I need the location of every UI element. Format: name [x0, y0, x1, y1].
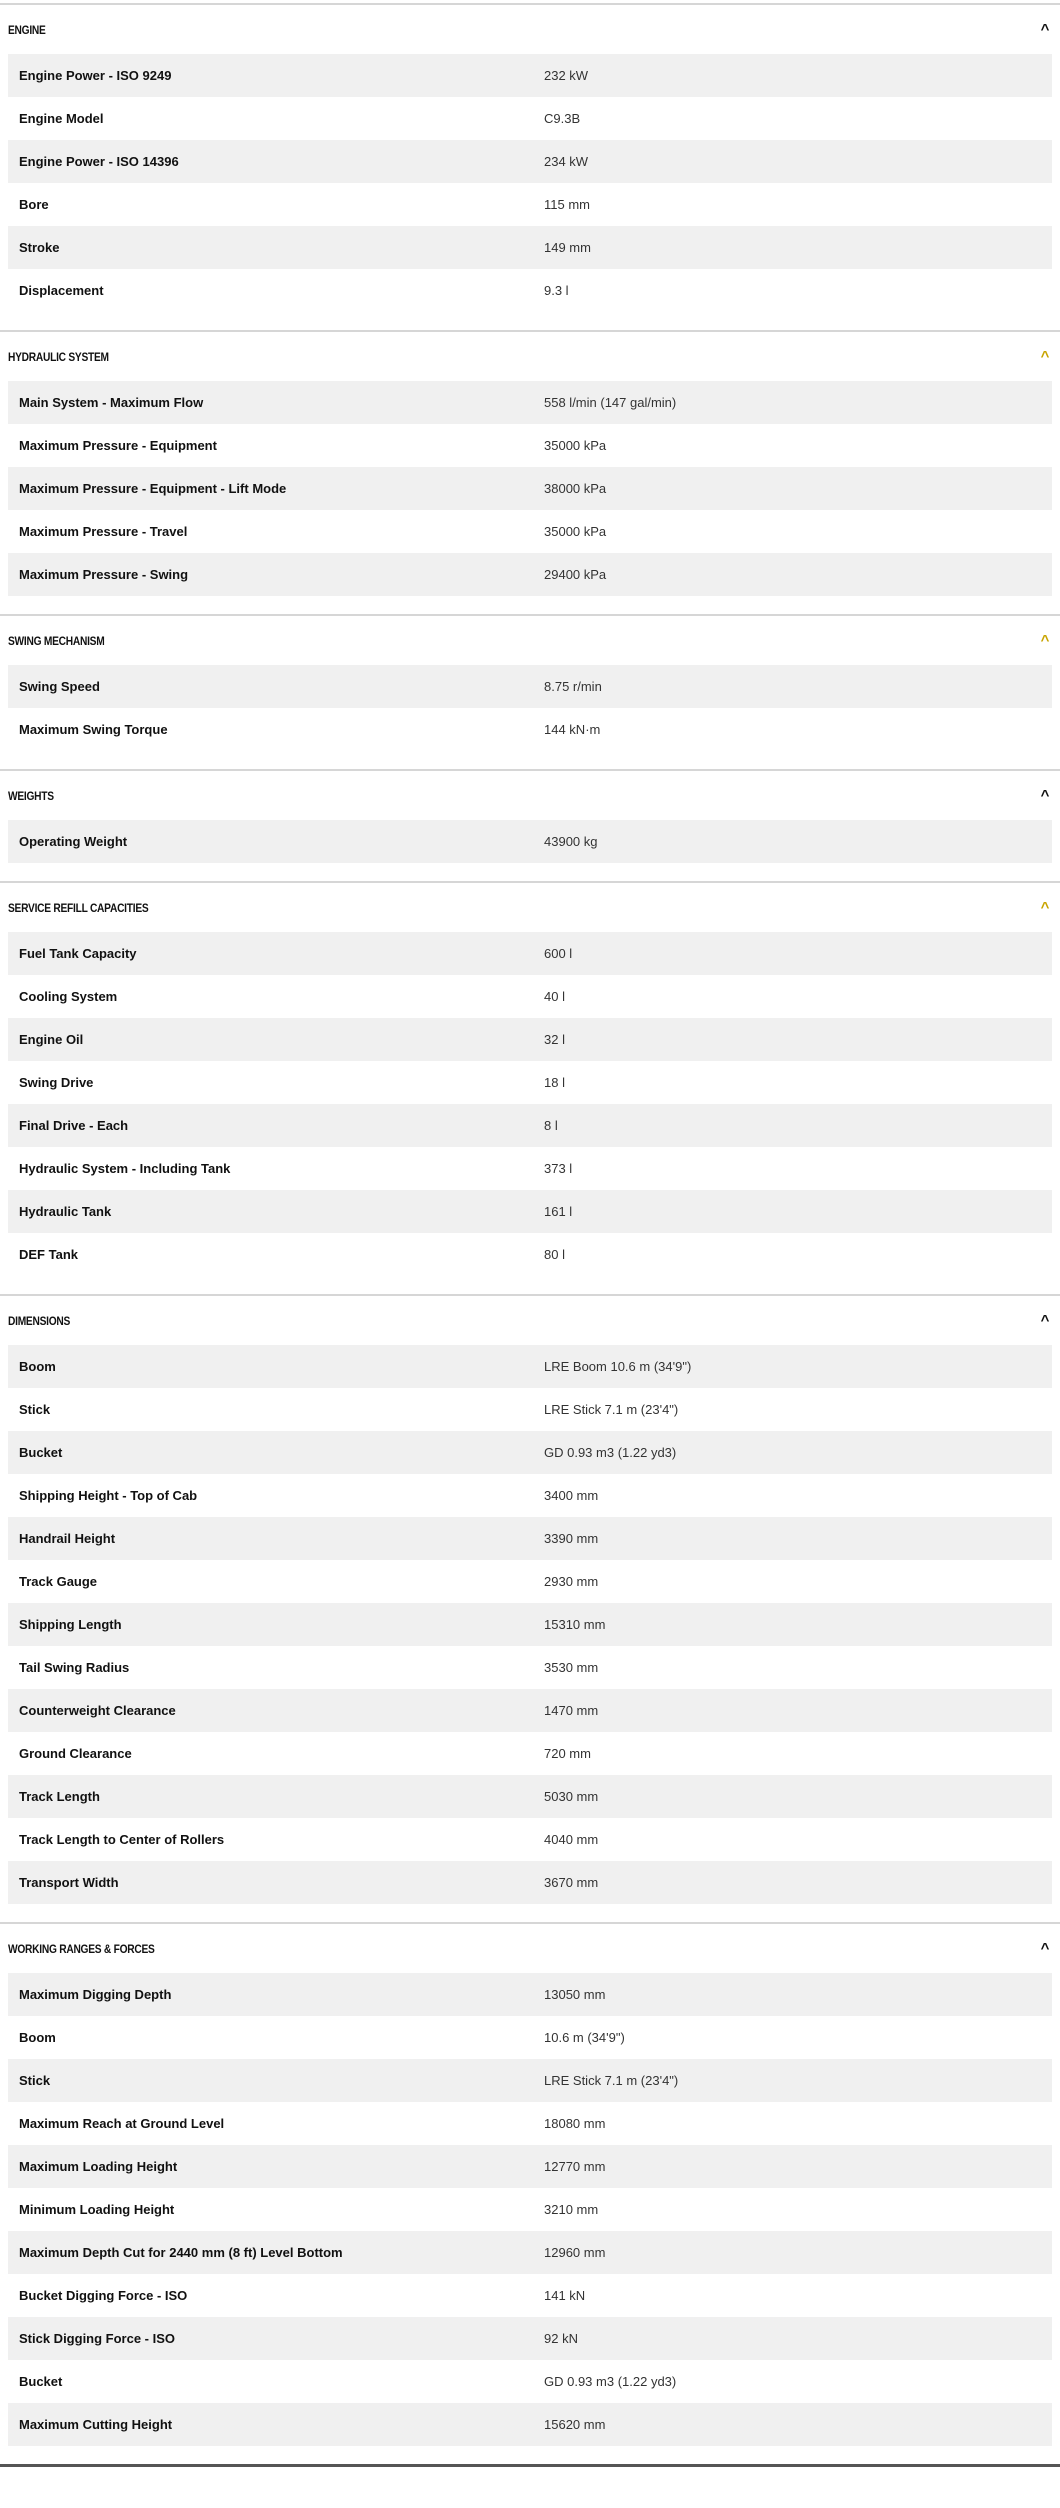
spec-label: Displacement: [19, 283, 104, 298]
spec-label: Operating Weight: [19, 834, 128, 849]
spec-value: 3670 mm: [544, 1875, 599, 1890]
spec-label: Maximum Depth Cut for 2440 mm (8 ft) Level Bottom: [19, 2245, 343, 2260]
spec-label: Stroke: [19, 240, 60, 255]
spec-label: Engine Model: [19, 111, 104, 126]
spec-row: [8, 1560, 1052, 1603]
spec-row: [8, 183, 1052, 226]
spec-row: [8, 1732, 1052, 1775]
spec-row: [8, 2016, 1052, 2059]
spec-label: Final Drive - Each: [19, 1118, 129, 1133]
spec-value: 2930 mm: [544, 1574, 599, 1589]
section-title: SERVICE REFILL CAPACITIES: [8, 900, 149, 915]
section-toggle[interactable]: [8, 1296, 1052, 1345]
spec-label: Bucket: [19, 1445, 63, 1460]
spec-section-swing-mechanism: [0, 614, 1060, 769]
spec-value: 115 mm: [544, 197, 590, 212]
spec-row: [8, 1147, 1052, 1190]
spec-label: Bore: [19, 197, 49, 212]
section-title: ENGINE: [8, 22, 46, 37]
spec-value: 35000 kPa: [544, 438, 607, 453]
spec-row: [8, 2274, 1052, 2317]
spec-label: Track Length: [19, 1789, 100, 1804]
spec-row: [8, 1603, 1052, 1646]
section-toggle[interactable]: [8, 5, 1052, 54]
spec-row: [8, 2231, 1052, 2274]
spec-row: [8, 2059, 1052, 2102]
spec-label: Minimum Loading Height: [19, 2202, 175, 2217]
spec-value: 12960 mm: [544, 2245, 606, 2260]
spec-table: [8, 381, 1052, 614]
spec-label: Engine Power - ISO 14396: [19, 154, 179, 169]
spec-label: Stick: [19, 1402, 51, 1417]
spec-label: Tail Swing Radius: [19, 1660, 130, 1675]
spec-label: Ground Clearance: [19, 1746, 132, 1761]
spec-value: LRE Stick 7.1 m (23'4"): [544, 2073, 679, 2088]
spec-value: 5030 mm: [544, 1789, 599, 1804]
spec-section-weights: [0, 769, 1060, 881]
spec-row: [8, 97, 1052, 140]
spec-label: Maximum Reach at Ground Level: [19, 2116, 225, 2131]
section-title: DIMENSIONS: [8, 1313, 71, 1328]
spec-row: [8, 467, 1052, 510]
spec-section-working-ranges-forces: [0, 1922, 1060, 2467]
spec-value: 161 l: [544, 1204, 573, 1219]
section-title: SWING MECHANISM: [8, 633, 105, 648]
spec-value: 9.3 l: [544, 283, 569, 298]
spec-value: GD 0.93 m3 (1.22 yd3): [544, 1445, 677, 1460]
spec-row: [8, 1104, 1052, 1147]
spec-label: Maximum Cutting Height: [19, 2417, 173, 2432]
spec-row: [8, 510, 1052, 553]
spec-label: Track Length to Center of Rollers: [19, 1832, 225, 1847]
spec-value: 10.6 m (34'9"): [544, 2030, 625, 2045]
section-toggle[interactable]: [8, 883, 1052, 932]
spec-label: Maximum Pressure - Equipment - Lift Mode: [19, 481, 287, 496]
spec-row: [8, 1775, 1052, 1818]
spec-row: [8, 553, 1052, 596]
spec-label: Main System - Maximum Flow: [19, 395, 204, 410]
spec-row: [8, 1233, 1052, 1276]
spec-row: [8, 665, 1052, 708]
spec-row: [8, 1861, 1052, 1904]
spec-label: Stick Digging Force - ISO: [19, 2331, 176, 2346]
spec-section-dimensions: [0, 1294, 1060, 1922]
spec-value: 144 kN·m: [544, 722, 601, 737]
spec-row: [8, 1345, 1052, 1388]
spec-label: Engine Oil: [19, 1032, 84, 1047]
spec-table: [8, 1345, 1052, 1922]
spec-label: Hydraulic Tank: [19, 1204, 112, 1219]
spec-value: 18080 mm: [544, 2116, 606, 2131]
spec-value: 141 kN: [544, 2288, 586, 2303]
spec-row: [8, 381, 1052, 424]
spec-value: 43900 kg: [544, 834, 598, 849]
section-toggle[interactable]: [8, 771, 1052, 820]
spec-label: Maximum Pressure - Equipment: [19, 438, 217, 453]
spec-value: 35000 kPa: [544, 524, 607, 539]
spec-label: Bucket Digging Force - ISO: [19, 2288, 188, 2303]
spec-row: [8, 1818, 1052, 1861]
chevron-up-icon[interactable]: ^: [1040, 1312, 1050, 1329]
spec-table: [8, 1973, 1052, 2464]
spec-value: 232 kW: [544, 68, 589, 83]
spec-value: 40 l: [544, 989, 565, 1004]
spec-row: [8, 424, 1052, 467]
spec-row: [8, 2145, 1052, 2188]
chevron-up-icon[interactable]: ^: [1040, 21, 1050, 38]
spec-value: 3530 mm: [544, 1660, 599, 1675]
spec-value: 15310 mm: [544, 1617, 606, 1632]
spec-label: Cooling System: [19, 989, 118, 1004]
section-toggle[interactable]: [8, 332, 1052, 381]
spec-label: Boom: [19, 2030, 56, 2045]
spec-table: [8, 665, 1052, 769]
spec-value: 3210 mm: [544, 2202, 599, 2217]
spec-row: [8, 2188, 1052, 2231]
spec-value: 720 mm: [544, 1746, 591, 1761]
spec-row: [8, 2403, 1052, 2446]
section-title: WORKING RANGES & FORCES: [8, 1941, 155, 1956]
spec-row: [8, 1431, 1052, 1474]
spec-label: Track Gauge: [19, 1574, 98, 1589]
spec-value: 600 l: [544, 946, 573, 961]
spec-label: Fuel Tank Capacity: [19, 946, 137, 961]
chevron-up-icon[interactable]: ^: [1040, 1940, 1050, 1957]
spec-row: [8, 1474, 1052, 1517]
spec-section-engine: [0, 3, 1060, 330]
chevron-up-icon[interactable]: ^: [1040, 632, 1050, 649]
spec-label: Engine Power - ISO 9249: [19, 68, 172, 83]
section-toggle[interactable]: [8, 616, 1052, 665]
spec-value: LRE Stick 7.1 m (23'4"): [544, 1402, 679, 1417]
spec-row: [8, 1190, 1052, 1233]
spec-value: 1470 mm: [544, 1703, 599, 1718]
chevron-up-icon[interactable]: ^: [1040, 787, 1050, 804]
spec-row: [8, 140, 1052, 183]
spec-row: [8, 226, 1052, 269]
spec-label: Boom: [19, 1359, 56, 1374]
spec-row: [8, 1388, 1052, 1431]
spec-value: 13050 mm: [544, 1987, 606, 2002]
spec-label: Maximum Loading Height: [19, 2159, 178, 2174]
spec-row: [8, 1517, 1052, 1560]
spec-label: Shipping Length: [19, 1617, 122, 1632]
spec-row: [8, 1018, 1052, 1061]
spec-value: LRE Boom 10.6 m (34'9"): [544, 1359, 692, 1374]
spec-label: Maximum Pressure - Swing: [19, 567, 189, 582]
section-title: WEIGHTS: [8, 788, 54, 803]
spec-label: Handrail Height: [19, 1531, 116, 1546]
spec-value: 92 kN: [544, 2331, 578, 2346]
spec-table: [8, 932, 1052, 1294]
spec-row: [8, 54, 1052, 97]
spec-value: 32 l: [544, 1032, 565, 1047]
spec-row: [8, 2317, 1052, 2360]
spec-value: 15620 mm: [544, 2417, 606, 2432]
spec-row: [8, 708, 1052, 751]
spec-row: [8, 1973, 1052, 2016]
chevron-up-icon[interactable]: ^: [1040, 348, 1050, 365]
spec-label: Swing Speed: [19, 679, 100, 694]
spec-label: Hydraulic System - Including Tank: [19, 1161, 231, 1176]
spec-section-hydraulic-system: [0, 330, 1060, 614]
spec-row: [8, 2360, 1052, 2403]
spec-value: 234 kW: [544, 154, 589, 169]
spec-value: 38000 kPa: [544, 481, 607, 496]
spec-value: 373 l: [544, 1161, 573, 1176]
spec-table: [8, 820, 1052, 881]
spec-table: [8, 54, 1052, 330]
spec-value: 4040 mm: [544, 1832, 599, 1847]
spec-row: [8, 269, 1052, 312]
spec-row: [8, 1646, 1052, 1689]
spec-label: Shipping Height - Top of Cab: [19, 1488, 198, 1503]
spec-label: Swing Drive: [19, 1075, 94, 1090]
spec-row: [8, 932, 1052, 975]
spec-label: Maximum Swing Torque: [19, 722, 168, 737]
spec-label: Stick: [19, 2073, 51, 2088]
spec-value: 80 l: [544, 1247, 565, 1262]
section-title: HYDRAULIC SYSTEM: [8, 349, 109, 364]
spec-label: Maximum Digging Depth: [19, 1987, 172, 2002]
spec-row: [8, 1689, 1052, 1732]
spec-row: [8, 820, 1052, 863]
spec-value: 29400 kPa: [544, 567, 607, 582]
spec-value: 8.75 r/min: [544, 679, 602, 694]
chevron-up-icon[interactable]: ^: [1040, 899, 1050, 916]
section-toggle[interactable]: [8, 1924, 1052, 1973]
spec-value: 18 l: [544, 1075, 565, 1090]
spec-value: GD 0.93 m3 (1.22 yd3): [544, 2374, 677, 2389]
spec-section-service-refill-capacities: [0, 881, 1060, 1294]
spec-row: [8, 2102, 1052, 2145]
spec-value: 12770 mm: [544, 2159, 606, 2174]
spec-value: 149 mm: [544, 240, 591, 255]
spec-value: 8 l: [544, 1118, 558, 1133]
spec-row: [8, 975, 1052, 1018]
spec-label: Bucket: [19, 2374, 63, 2389]
spec-value: 3390 mm: [544, 1531, 599, 1546]
spec-value: 3400 mm: [544, 1488, 599, 1503]
spec-value: 558 l/min (147 gal/min): [544, 395, 677, 410]
spec-label: Maximum Pressure - Travel: [19, 524, 188, 539]
spec-label: Transport Width: [19, 1875, 119, 1890]
spec-label: DEF Tank: [19, 1247, 78, 1262]
spec-row: [8, 1061, 1052, 1104]
spec-label: Counterweight Clearance: [19, 1703, 176, 1718]
spec-value: C9.3B: [544, 111, 581, 126]
